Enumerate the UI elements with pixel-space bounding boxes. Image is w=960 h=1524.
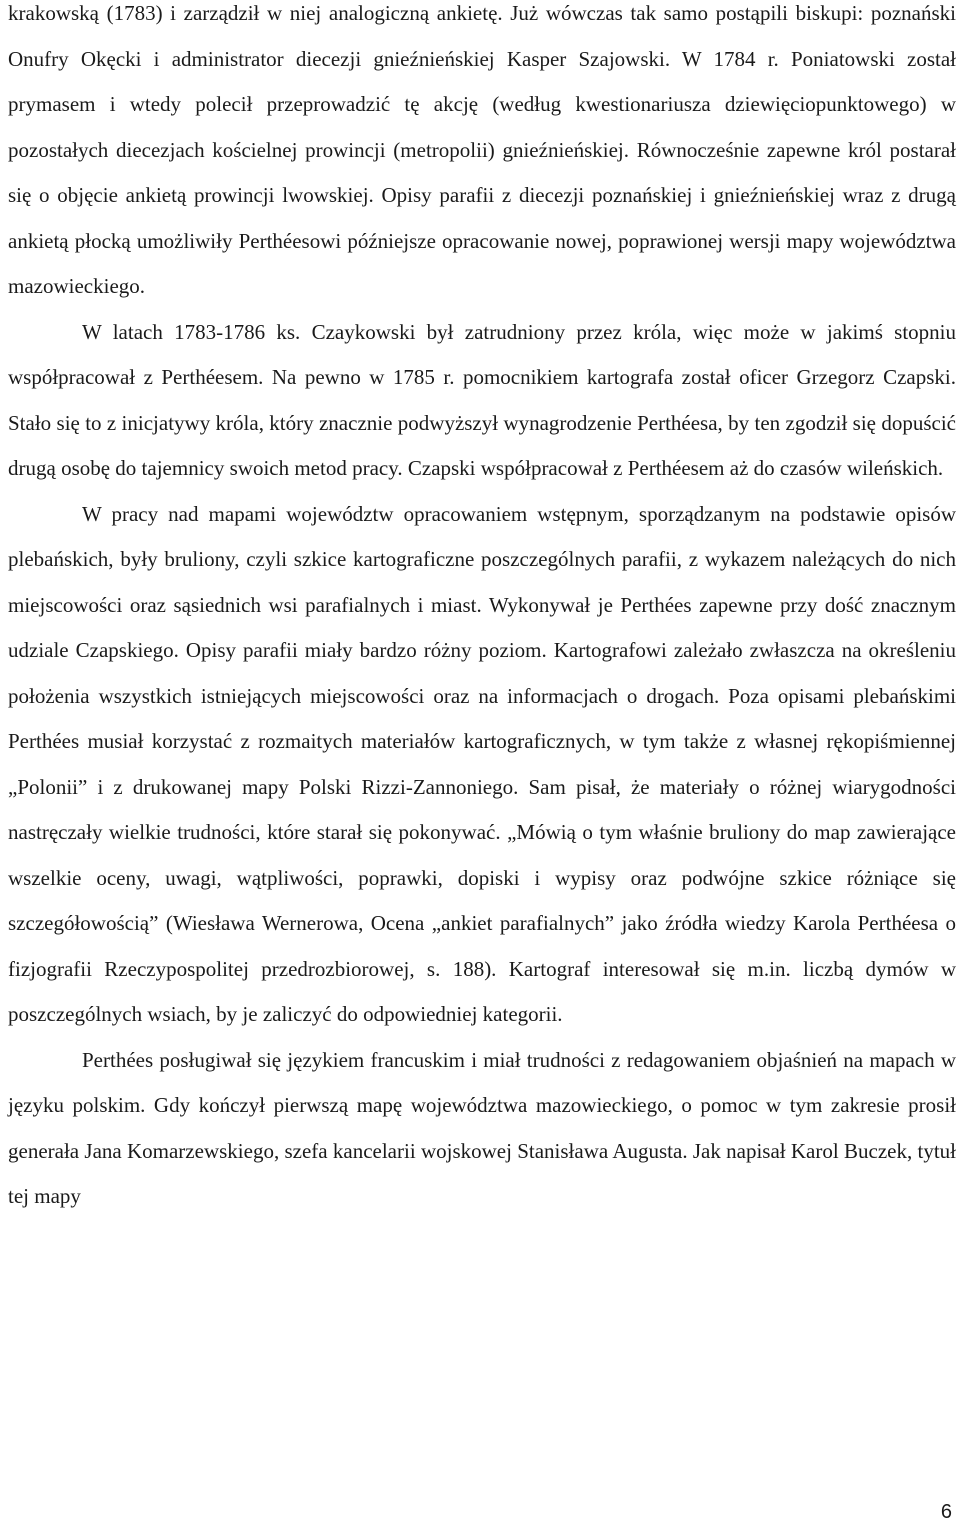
paragraph-2: W latach 1783-1786 ks. Czaykowski był zatrudniony przez króla, więc może w jakimś stopniu współpracował z Perthéesem. Na pewno w 1785 r. pomocnikiem kartografa został oficer Grzegorz Czapski. Stało się to z inicjatywy króla, który znacznie podwyższył wynagrodzenie Perthéesa, by ten zgodził się dopuścić drugą osobę do tajemnicy swoich metod pracy. Czapski współpracował z Perthéesem aż do czasów wileńskich. — [8, 319, 956, 480]
paragraph-3: W pracy nad mapami województw opracowaniem wstępnym, sporządzanym na podstawie opisów plebańskich, były bruliony, czyli szkice kartograficzne poszczególnych parafii, z wykazem należących do nich miejscowości oraz sąsiednich wsi parafialnych i miast. Wykonywał je Perthées zapewne przy dość znacznym udziale Czapskiego. Opisy parafii miały bardzo różny poziom. Kartografowi zależało zwłaszcza na określeniu położenia wszystkich istniejących miejscowości oraz na informacjach o drogach. Poza opisami plebańskimi Perthées musiał korzystać z rozmaitych materiałów kartograficznych, w tym także z własnej rękopiśmiennej „Polonii” i z drukowanej mapy Polski Rizzi-Zannoniego. Sam pisał, że materiały o różnej wiarygodności nastręczały wielkie trudności, które starał się pokonywać. „Mówią o tym właśnie bruliony do map zawierające wszelkie oceny, uwagi, wątpliwości, poprawki, dopiski i wypisy oraz podwójne szkice różniące się szczegółowością” (Wiesława Wernerowa, Ocena „ankiet parafialnych” jako źródła wiedzy Karola Perthéesa o fizjografii Rzeczypospolitej przedrozbiorowej, s. 188). Kartograf interesował się m.in. liczbą dymów w poszczególnych wsiach, by je zaliczyć do odpowiedniej kategorii. — [8, 501, 956, 1026]
page-number: 6 — [940, 1501, 952, 1523]
body-text — [8, 0, 956, 1220]
paragraph-1: krakowską (1783) i zarządził w niej analogiczną ankietę. Już wówczas tak samo postąpili biskupi: poznański Onufry Okęcki i administrator diecezji gnieźnieńskiej Kasper Szajowski. W 1784 r. Poniatowski został prymasem i wtedy polecił przeprowadzić tę akcję (według kwestionariusza dziewięciopunktowego) w pozostałych diecezjach kościelnej prowincji (metropolii) gnieźnieńskiej. Równocześnie zapewne król postarał się o objęcie ankietą prowincji lwowskiej. Opisy parafii z diecezji poznańskiej i gnieźnieńskiej wraz z drugą ankietą płocką umożliwiły Perthéesowi późniejsze opracowanie nowej, poprawionej wersji mapy województwa mazowieckiego. — [8, 1, 956, 298]
paragraph-4: Perthées posługiwał się językiem francuskim i miał trudności z redagowaniem objaśnień na mapach w języku polskim. Gdy kończył pierwszą mapę województwa mazowieckiego, o pomoc w tym zakresie prosił generała Jana Komarzewskiego, szefa kancelarii wojskowej Stanisława Augusta. Jak napisał Karol Buczek, tytuł tej mapy — [8, 1047, 956, 1208]
